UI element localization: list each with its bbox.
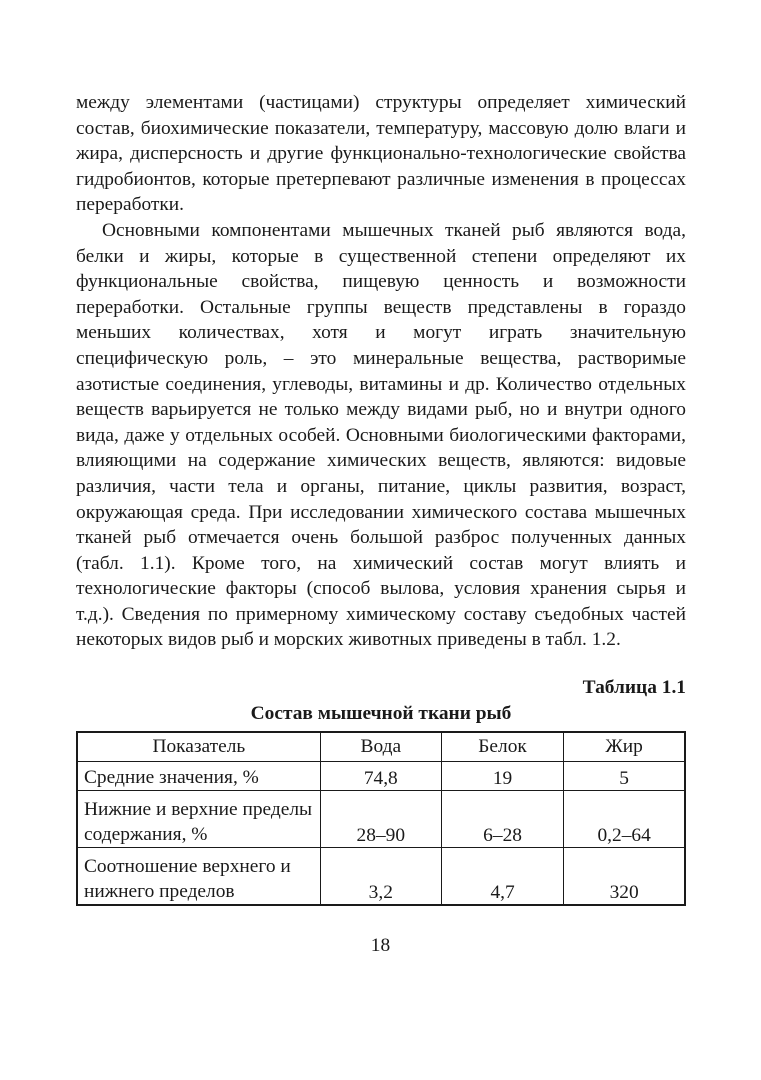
paragraph-2: Основными компонентами мышечных тканей рыб являются вода, белки и жиры, которые в существенной степени определяют их функциональные свойства, пищевую ценность и возможности переработки. Остальные группы веществ представлены в гораздо меньших количествах, хотя и могут играть значительную специфическую роль, – это минеральные вещества, растворимые азотистые соединения, углеводы, витамины и др. Количество отдельных веществ варьируется не только между видами рыб, но и внутри одного вида, даже у отдельных особей. Основными биологическими факторами, влияющими на содержание химических веществ, являются: видовые различия, части тела и органы, питание, циклы развития, возраст, окружающая среда. При исследовании химического состава мышечных тканей рыб отмечается очень большой разброс полученных данных (табл. 1.1). Кроме того, на химический состав могут влиять и технологические факторы (способ вылова, условия хранения сырья и т.д.). Сведения по примерному химическому составу съедобных частей некоторых видов рыб и морских животных приведены в табл. 1.2. xyxy=(76,219,686,651)
cell-protein: 6–28 xyxy=(441,791,563,848)
table-row xyxy=(77,848,685,906)
cell-fat: 320 xyxy=(564,848,685,906)
row-label: Соотношение верхнего и нижнего пределов xyxy=(77,848,320,906)
cell-fat: 5 xyxy=(564,762,685,791)
table-number: Таблица 1.1 xyxy=(582,677,686,698)
table-row xyxy=(77,762,685,791)
cell-fat: 0,2–64 xyxy=(564,791,685,848)
cell-protein: 19 xyxy=(441,762,563,791)
cell-water: 28–90 xyxy=(320,791,441,848)
header-fat: Жир xyxy=(564,732,685,762)
table-title: Состав мышечной ткани рыб xyxy=(250,703,512,724)
page-number: 18 xyxy=(370,935,391,956)
composition-table xyxy=(76,731,686,906)
row-label: Нижние и верхние пределы содержания, % xyxy=(77,791,320,848)
cell-water: 74,8 xyxy=(320,762,441,791)
text-body xyxy=(76,90,686,653)
paragraph-1: между элементами (частицами) структуры определяет химический состав, биохимические показатели, температуру, массовую долю влаги и жира, дисперсность и другие функционально-технологические свойства гидробионтов, которые претерпевают различные изменения в процессах переработки. xyxy=(76,92,686,216)
cell-water: 3,2 xyxy=(320,848,441,906)
row-label: Средние значения, % xyxy=(77,762,320,791)
header-indicator: Показатель xyxy=(77,732,320,762)
table-header-row xyxy=(77,732,685,762)
header-water: Вода xyxy=(320,732,441,762)
cell-protein: 4,7 xyxy=(441,848,563,906)
header-protein: Белок xyxy=(441,732,563,762)
table-row xyxy=(77,791,685,848)
